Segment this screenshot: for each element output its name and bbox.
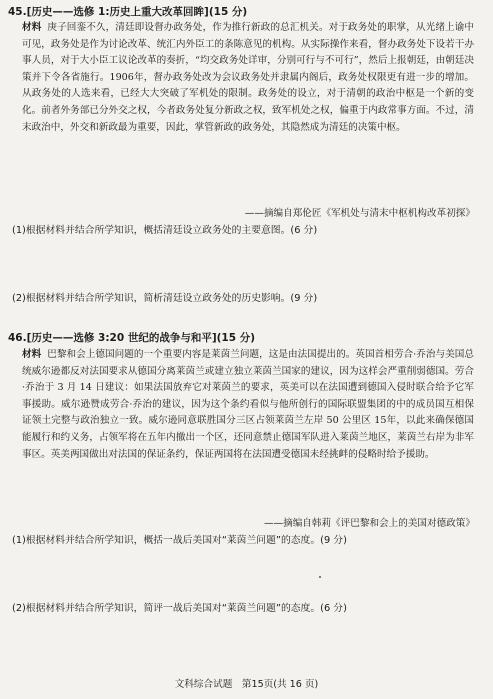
question-46-title: 46.[历史——选修 3:20 世纪的战争与和平](15 分) [8, 332, 255, 344]
question-46-sub1: (1)根据材料并结合所学知识，概括一战后美国对“莱茵兰问题”的态度。(9 分) [12, 535, 347, 546]
scan-speck [319, 576, 321, 578]
material-label: 材料 [22, 22, 42, 33]
question-45-material [22, 20, 474, 136]
question-46-source: ——摘编自韩莉《评巴黎和会上的美国对德政策》 [263, 518, 475, 529]
material-text: 巴黎和会上德国问题的一个重要内容是莱茵兰问题，这是由法国提出的。英国首相劳合·乔治与美国总统威尔逊都反对法国要求从德国分离莱茵兰或建立独立莱茵兰国家的建议，因为这样会严重削弱德国。劳合·乔治于 3 月 14 日建议：如果法国放弃它对莱茵兰的要求，英美可以在法国遭到德国入侵时联合给予它军事援助。威尔逊赞成劳合·乔治的建议，因为这个条约看似与他所创行的国际联盟集团的中的成员国互相保证领土完整与政治独立一致。威尔逊同意联胜国分三区占领莱茵兰左岸 50 公里区 15年，以此来确保德国能履行和约义务，占领军将在五年内撤出一个区，还同意禁止德国军队进入莱茵兰地区，莱茵兰右岸为非军事区。英美两国做出对法国的保证条约，保证两国将在法国遭受德国未经挑衅的侵略时给予援助。 [22, 349, 474, 460]
question-45-source: ——摘编自郑伦匠《军机处与清末中枢机构改革初探》 [244, 208, 475, 219]
question-46-material [22, 347, 474, 463]
page-footer: 文科综合试题 第15页(共 16 页) [174, 679, 319, 690]
question-46-sub2: (2)根据材料并结合所学知识，简评一战后美国对“莱茵兰问题”的态度。(6 分) [12, 603, 347, 614]
material-label: 材料 [22, 349, 42, 360]
question-45-sub2: (2)根据材料并结合所学知识，简析清廷设立政务处的历史影响。(9 分) [12, 293, 318, 304]
material-text: 庚子回銮不久，清廷即设督办政务处，作为推行新政的总汇机关。对于政务处的职掌，从光绪上谕中可见，政务处是作为讨论改革、统汇内外臣工的条陈意见的机构。从实际操作来看，督办政务处下设若干办事人员，对于大小臣工议论改革的奏折，“均交政务处详审，分别可行与不可行”，然后上报朝廷，由朝廷决策并下令各省施行。1906年，督办政务处改为会议政务处并隶属内阁后，政务处权限更有进一步的增加。从政务处的人选来看，已经大大突破了军机处的限制。政务处的设立，对于清朝的政治中枢是一个新的变化。前者外务部已分外交之权，今者政务处复分新政之权，致军机处之权，偏重于内政常事方面。不过，清末政治中，外交和新政最为重要，因此，掌管新政的政务处，其隐然成为清廷的决策中枢。 [22, 22, 475, 133]
question-45-title: 45.[历史——选修 1:历史上重大改革回眸](15 分) [8, 6, 248, 18]
question-45-sub1: (1)根据材料并结合所学知识，概括清廷设立政务处的主要意图。(6 分) [12, 225, 318, 236]
